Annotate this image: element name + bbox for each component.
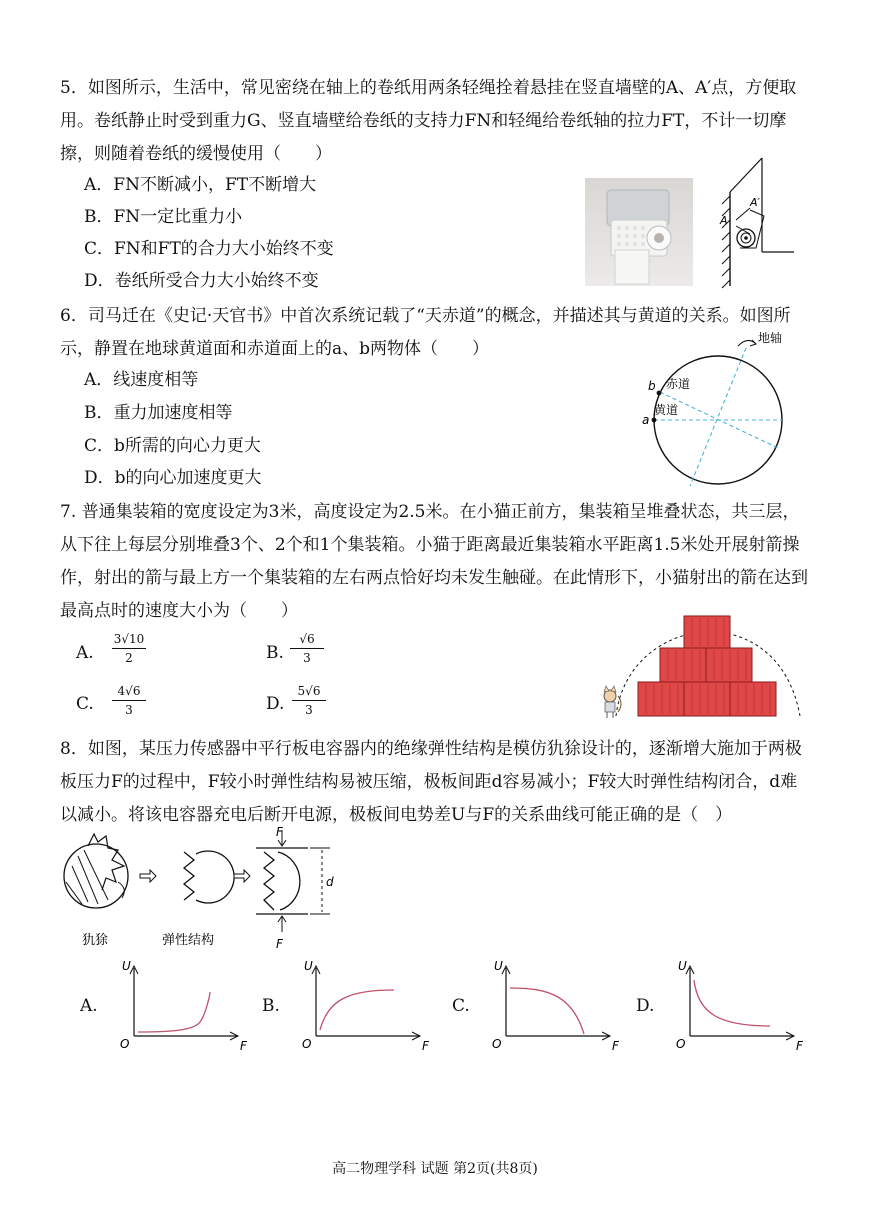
origin-label: O [120, 1037, 130, 1051]
x-axis-label: F [422, 1039, 429, 1052]
armadillo-caption: 犰狳 [82, 933, 109, 948]
numerator: 5√6 [297, 684, 321, 698]
capacitor-plates-icon [256, 830, 330, 932]
q6-option-d: D．b的向心加速度更大 [84, 468, 262, 488]
toilet-paper-photo [585, 178, 693, 286]
y-axis-label: U [304, 959, 313, 973]
point-b-label: b [648, 379, 656, 393]
x-axis-label: F [240, 1039, 247, 1052]
q5-option-a: A．FN不断减小，FT不断增大 [84, 175, 317, 195]
q7-option-c-value [106, 684, 152, 717]
q7-option-a-letter: A. [76, 643, 94, 663]
u-f-curve [694, 980, 770, 1026]
q7-option-d-letter: D. [266, 694, 285, 714]
curve-group [510, 988, 584, 1034]
q8-stem: 8．如图，某压力传感器中平行板电容器内的绝缘弹性结构是模仿犰狳设计的，逐渐增大施加于两极板压力F的过程中，F较小时弹性结构易被压缩，极板间距d容易减小；F较大时弹性结构闭合，d难以减小。将该电容器充电后断开电源，极板间电势差U与F的关系曲线可能正确的是（ ） [60, 739, 802, 825]
numerator: 3√10 [113, 632, 145, 646]
armadillo-sensor-diagram [58, 826, 358, 956]
graph-option-b [262, 956, 442, 1052]
axis-label: 地轴 [758, 331, 783, 345]
graph-letter: D. [636, 996, 655, 1016]
q5-option-b: B．FN一定比重力小 [84, 207, 243, 227]
origin-label: O [492, 1037, 502, 1051]
equator-label: 赤道 [666, 377, 691, 391]
u-f-curve [138, 992, 210, 1032]
q7-stem: 7. 普通集装箱的宽度设定为3米，高度设定为2.5米。在小猫正前方，集装箱呈堆叠状态，共三层，从下往上每层分别堆叠3个、2个和1个集装箱。小猫于距离最近集装箱水平距离1.5米处开展射箭操作，射出的箭与最上方一个集装箱的左右两点恰好均未发生触碰。在此情形下，小猫射出的箭在达到最高点时的速度大小为（ ） [60, 502, 808, 621]
q5-stem: 5．如图所示，生活中，常见密绕在轴上的卷纸用两条轻绳拴着悬挂在竖直墙壁的A、A′点，方便取用。卷纸静止时受到重力G、竖直墙壁给卷纸的支持力FN和轻绳给卷纸轴的拉力FT，不计一切摩擦，则随着卷纸的缓慢使用（ ） [60, 78, 797, 164]
curve-group [694, 980, 770, 1026]
u-f-curve [320, 990, 394, 1030]
earth-orbit-diagram [638, 326, 798, 486]
q5-option-c: C．FN和FT的合力大小始终不变 [84, 239, 334, 259]
q5-option-d: D．卷纸所受合力大小始终不变 [84, 271, 319, 291]
y-axis-label: U [494, 959, 503, 973]
gap-label: d [326, 875, 334, 889]
q6-stem: 6．司马迁在《史记·天官书》中首次系统记载了“天赤道”的概念，并描述其与黄道的关系。如图所示，静置在地球黄道面和赤道面上的a、b两物体（ ） [60, 306, 791, 359]
container-stack-diagram [598, 604, 810, 722]
q6-option-c: C．b所需的向心力更大 [84, 436, 261, 456]
numerator: 4√6 [117, 684, 141, 698]
q7-option-b-letter: B. [266, 643, 284, 663]
q7-option-b-value [284, 632, 330, 665]
origin-label: O [302, 1037, 312, 1051]
curve-group [138, 992, 210, 1032]
graph-option-d [636, 956, 816, 1052]
x-axis-label: F [796, 1039, 803, 1052]
q5-wall-diagram [706, 156, 798, 290]
ecliptic-label: 黄道 [654, 403, 679, 417]
graph-option-a [80, 956, 260, 1052]
curve-group [320, 990, 394, 1030]
elastic-structure-icon [184, 851, 234, 903]
denominator: 3 [303, 651, 311, 665]
page-footer: 高二物理学科 试题 第2页(共8页) [332, 1161, 538, 1177]
q7-option-c-letter: C. [76, 694, 94, 714]
armadillo-icon [64, 834, 128, 908]
point-a-prime-label: A′ [750, 196, 761, 209]
q6-option-b: B．重力加速度相等 [84, 403, 233, 423]
force-label-top: F [276, 826, 283, 839]
force-label-bottom: F [276, 937, 283, 951]
point-a-label: a [642, 413, 650, 427]
graph-option-c [452, 956, 632, 1052]
numerator: √6 [299, 632, 315, 646]
origin-label: O [676, 1037, 686, 1051]
y-axis-label: U [678, 959, 687, 973]
graph-letter: A. [80, 996, 98, 1016]
q6-option-a: A．线速度相等 [84, 370, 199, 390]
denominator: 3 [305, 703, 313, 717]
elastic-structure-caption: 弹性结构 [162, 933, 215, 948]
u-f-curve [510, 988, 584, 1034]
denominator: 2 [125, 651, 133, 665]
x-axis-label: F [612, 1039, 619, 1052]
q7-option-d-value [286, 684, 332, 717]
point-a-label: A [720, 214, 728, 227]
graph-letter: B. [262, 996, 280, 1016]
graph-letter: C. [452, 996, 470, 1016]
q7-option-a-value [106, 632, 152, 665]
denominator: 3 [125, 703, 133, 717]
y-axis-label: U [122, 959, 131, 973]
